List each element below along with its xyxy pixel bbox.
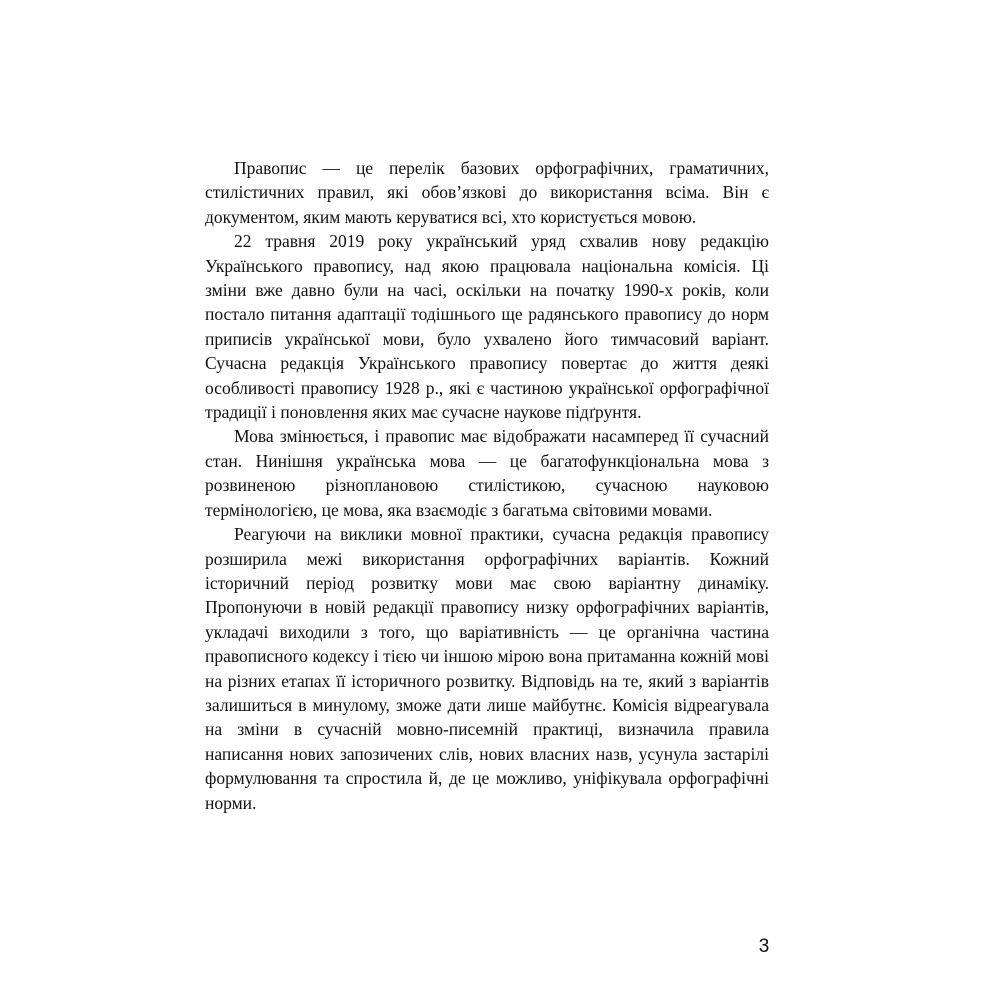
paragraph-4: Реагуючи на виклики мовної практики, сучасна редакція правопису розширила межі використання орфографічних варіантів. Кожний історичний період розвитку мови має свою варіантну динаміку. Пропонуючи в новій редакції правопису низку орфографічних варіантів, укладачі виходили з того, що варіативність — це органічна частина правописного кодексу і тією чи іншою мірою вона притаманна кожній мові на різних етапах її історичного розвитку. Відповідь на те, який з варіантів залишиться в минулому, зможе дати лише майбутнє. Комісія відреагувала на зміни в сучасній мовно-писемній практиці, визначила правила написання нових запозичених слів, нових власних назв, усунула застарілі формулювання та спростила й, де це можливо, уніфікувала орфографічні норми. [205, 524, 769, 813]
body-text [205, 156, 769, 815]
paragraph-2: 22 травня 2019 року український уряд схвалив нову редакцію Українського правопису, над якою працювала національна комісія. Ці зміни вже давно були на часі, оскільки на початку 1990-х років, коли постало питання адаптації тодішнього ще радянського правопису до норм приписів української мови, було ухвалено його тимчасовий варіант. Сучасна редакція Українського правопису повертає до життя деякі особливості правопису 1928 р., які є частиною української орфографічної традиції і поновлення яких має сучасне наукове підґрунтя. [205, 231, 769, 423]
paragraph-1: Правопис — це перелік базових орфографічних, граматичних, стилістичних правил, які обов’язкові до використання всіма. Він є документом, яким мають керуватися всі, хто користується мовою. [205, 158, 769, 227]
page-number: 3 [758, 936, 770, 957]
paragraph-3: Мова змінюється, і правопис має відображати насамперед її сучасний стан. Нинішня українська мова — це багатофункціональна мова з розвиненою різноплановою стилістикою, сучасною науковою термінологією, це мова, яка взаємодіє з багатьма світовими мовами. [205, 426, 769, 520]
